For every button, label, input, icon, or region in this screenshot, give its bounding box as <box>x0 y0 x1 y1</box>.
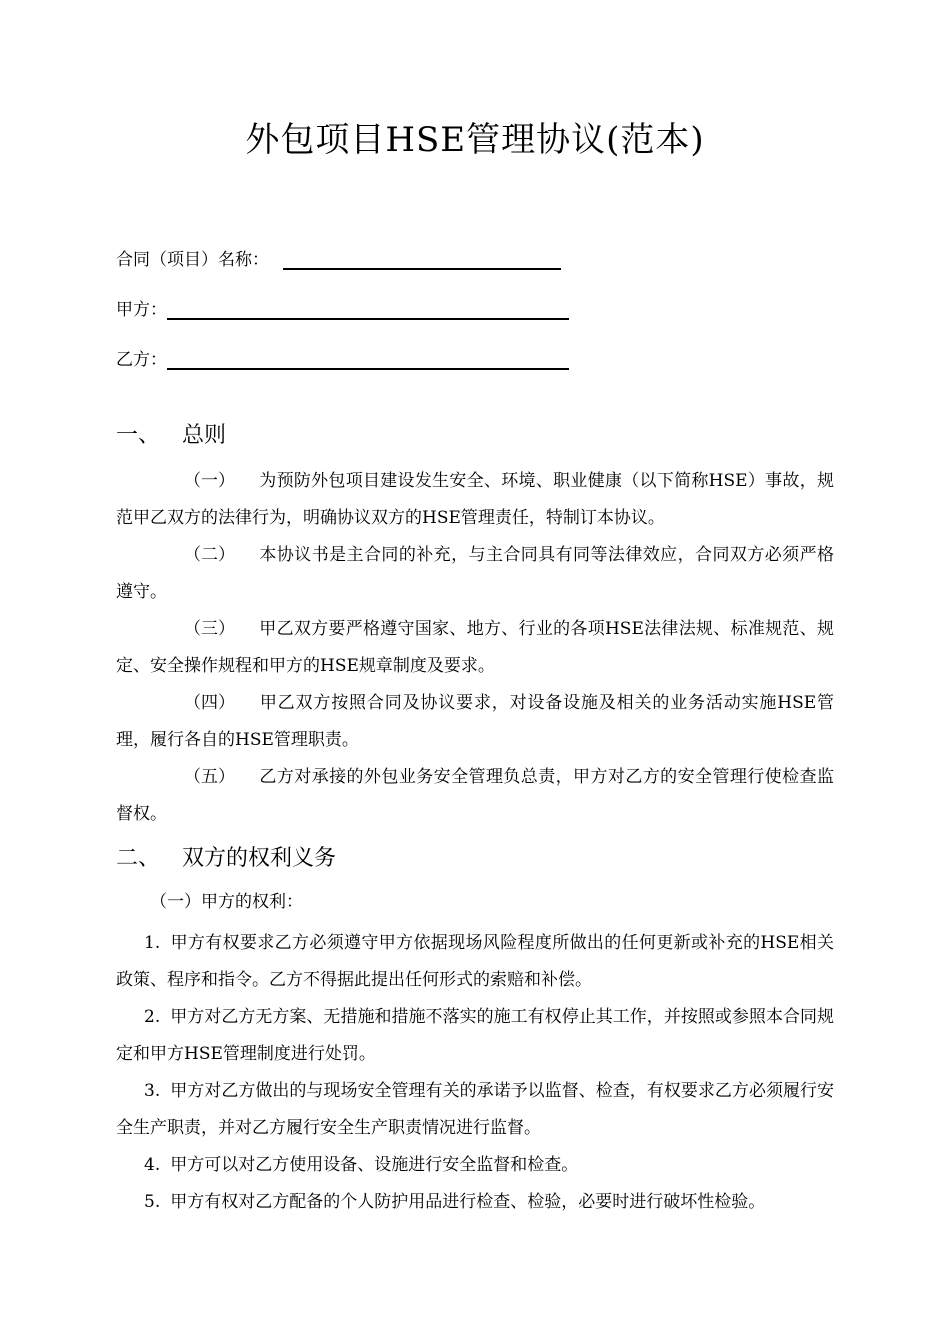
contract-name-blank-line <box>283 250 561 270</box>
general-clause <box>116 463 834 537</box>
contract-name-field <box>116 244 561 270</box>
rights-list-item <box>116 925 834 999</box>
item-number: 2. <box>144 1007 161 1027</box>
section-heading-general <box>116 418 226 449</box>
subsection-heading: （一）甲方的权利： <box>150 892 303 912</box>
general-clause <box>116 611 834 685</box>
document-title: 外包项目HSE管理协议(范本) <box>245 120 705 160</box>
rights-list-item <box>116 1073 834 1147</box>
clause-number: （五） <box>184 767 235 787</box>
section-title: 总则 <box>182 423 227 448</box>
item-number: 4. <box>144 1155 161 1175</box>
item-text: 甲方对乙方无方案、无措施和措施不落实的施工有权停止其工作，并按照或参照本合同规定和甲方HSE管理制度进行处罚。 <box>116 1007 834 1064</box>
rights-list-item <box>116 1184 834 1221</box>
general-clause <box>116 759 834 833</box>
item-number: 1. <box>144 933 161 953</box>
rights-list-item <box>116 1147 834 1184</box>
party-a-field <box>116 294 569 320</box>
general-clause <box>116 685 834 759</box>
clause-text: 为预防外包项目建设发生安全、环境、职业健康（以下简称HSE）事故，规范甲乙双方的法律行为，明确协议双方的HSE管理责任，特制订本协议。 <box>116 471 834 528</box>
section-number: 二、 <box>116 846 161 871</box>
section-heading-rights-obligations <box>116 841 336 872</box>
clause-text: 甲乙双方要严格遵守国家、地方、行业的各项HSE法律法规、标准规范、规定、安全操作规程和甲方的HSE规章制度及要求。 <box>116 619 834 676</box>
clause-number: （二） <box>184 545 235 565</box>
item-number: 5. <box>144 1192 161 1212</box>
clause-number: （三） <box>184 619 235 639</box>
party-b-label: 乙方： <box>116 350 167 370</box>
party-a-label: 甲方： <box>116 300 167 320</box>
clause-text: 甲乙双方按照合同及协议要求，对设备设施及相关的业务活动实施HSE管理，履行各自的HSE管理职责。 <box>116 693 834 750</box>
item-text: 甲方对乙方做出的与现场安全管理有关的承诺予以监督、检查，有权要求乙方必须履行安全生产职责，并对乙方履行安全生产职责情况进行监督。 <box>116 1081 834 1138</box>
clause-number: （一） <box>184 471 235 491</box>
item-number: 3. <box>144 1081 161 1101</box>
clause-number: （四） <box>184 693 235 713</box>
item-text: 甲方可以对乙方使用设备、设施进行安全监督和检查。 <box>170 1155 579 1175</box>
section-title: 双方的权利义务 <box>182 846 337 871</box>
party-b-blank-line <box>167 350 569 370</box>
clause-text: 本协议书是主合同的补充，与主合同具有同等法律效应，合同双方必须严格遵守。 <box>116 545 834 602</box>
item-text: 甲方有权要求乙方必须遵守甲方依据现场风险程度所做出的任何更新或补充的HSE相关政策、程序和指令。乙方不得据此提出任何形式的索赔和补偿。 <box>116 933 834 990</box>
item-text: 甲方有权对乙方配备的个人防护用品进行检查、检验，必要时进行破坏性检验。 <box>170 1192 766 1212</box>
party-b-field <box>116 344 569 370</box>
party-a-blank-line <box>167 300 569 320</box>
contract-name-label: 合同（项目）名称： <box>116 250 269 270</box>
rights-list-item <box>116 999 834 1073</box>
clause-text: 乙方对承接的外包业务安全管理负总责，甲方对乙方的安全管理行使检查监督权。 <box>116 767 834 824</box>
section-number: 一、 <box>116 423 161 448</box>
general-clause <box>116 537 834 611</box>
